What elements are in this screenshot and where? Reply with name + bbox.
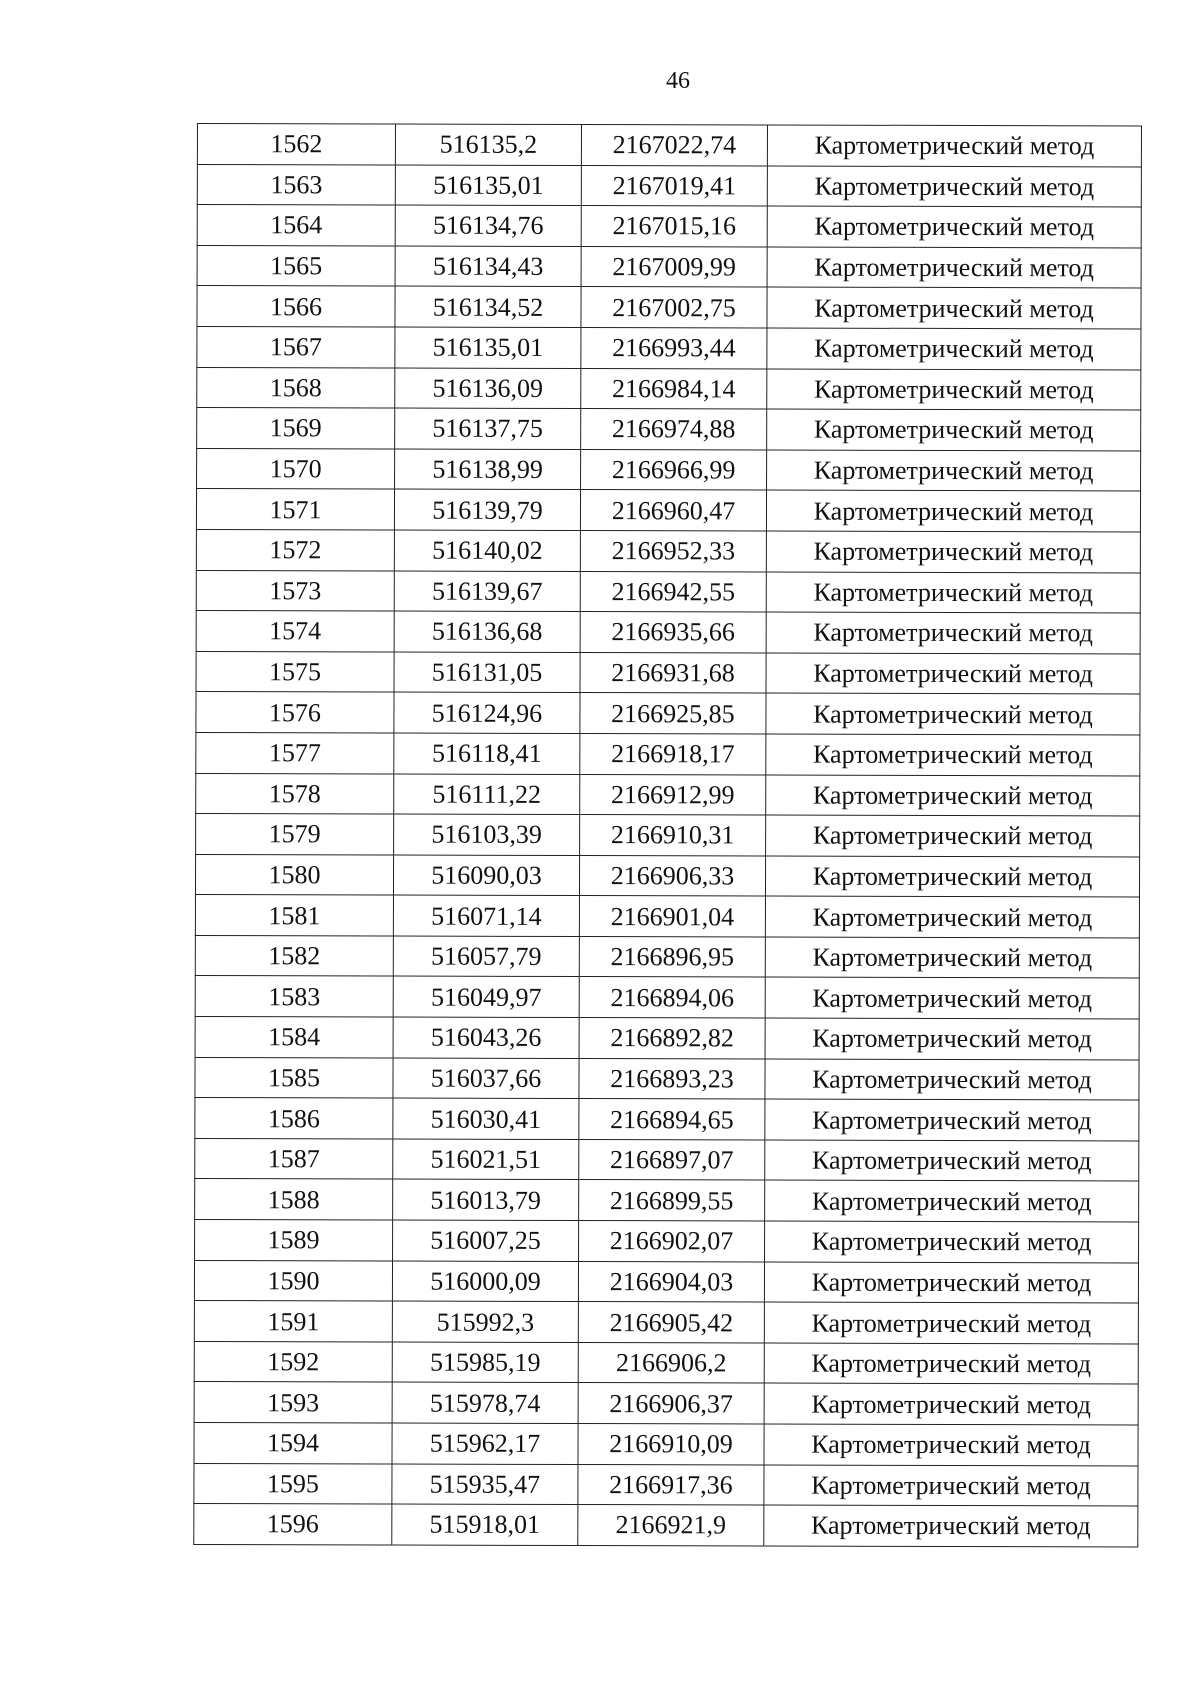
point-number-cell: 1587 [195,1138,393,1179]
table-row [194,1301,1138,1344]
coordinate-x-cell: 516136,68 [394,611,580,652]
coordinate-x-cell: 516124,96 [394,692,580,733]
point-number-cell: 1565 [197,245,395,286]
table-row [195,854,1139,897]
coordinate-x-cell: 516135,2 [395,124,581,165]
point-number-cell: 1576 [196,692,394,733]
table-row [196,773,1140,816]
coordinate-x-cell: 515985,19 [392,1342,578,1383]
coordinate-y-cell: 2166904,03 [578,1261,764,1302]
method-cell: Картометрический метод [765,896,1139,938]
coordinate-y-cell: 2167015,16 [581,206,767,247]
coordinate-x-cell: 516139,67 [394,571,580,612]
point-number-cell: 1572 [196,529,394,570]
method-cell: Картометрический метод [767,287,1141,329]
coordinate-x-cell: 515962,17 [392,1423,578,1464]
method-cell: Картометрический метод [765,977,1139,1019]
table-row [195,1057,1139,1100]
coordinate-y-cell: 2166902,07 [579,1221,765,1262]
coordinate-y-cell: 2167002,75 [581,287,767,328]
page-number: 46 [666,68,690,94]
table-row [196,529,1140,572]
coordinate-y-cell: 2166984,14 [581,368,767,409]
coordinate-y-cell: 2166912,99 [580,774,766,815]
point-number-cell: 1586 [195,1098,393,1139]
method-cell: Картометрический метод [764,1465,1138,1507]
point-number-cell: 1593 [194,1382,392,1423]
point-number-cell: 1590 [194,1260,392,1301]
method-cell: Картометрический метод [766,531,1140,573]
method-cell: Картометрический метод [766,572,1140,614]
coordinate-y-cell: 2166901,04 [579,896,765,937]
table-row [196,732,1140,775]
coordinate-y-cell: 2166966,99 [581,449,767,490]
coordinate-x-cell: 516137,75 [395,408,581,449]
coordinate-x-cell: 516134,76 [395,205,581,246]
coordinate-x-cell: 516111,22 [394,774,580,815]
method-cell: Картометрический метод [767,206,1141,248]
method-cell: Картометрический метод [766,693,1140,735]
point-number-cell: 1571 [196,489,394,530]
coordinate-x-cell: 516139,79 [394,489,580,530]
table-row [197,164,1141,207]
point-number-cell: 1582 [195,935,393,976]
point-number-cell: 1580 [195,854,393,895]
coordinate-y-cell: 2166906,33 [579,855,765,896]
coordinate-y-cell: 2166905,42 [578,1302,764,1343]
coordinate-x-cell: 515978,74 [392,1382,578,1423]
coordinate-x-cell: 516131,05 [394,652,580,693]
coordinate-y-cell: 2166893,23 [579,1058,765,1099]
coordinate-x-cell: 516103,39 [394,814,580,855]
method-cell: Картометрический метод [766,815,1140,857]
coordinate-x-cell: 516118,41 [394,733,580,774]
coordinate-x-cell: 516134,43 [395,246,581,287]
method-cell: Картометрический метод [765,1140,1139,1182]
coordinate-y-cell: 2166942,55 [580,571,766,612]
method-cell: Картометрический метод [764,1424,1138,1466]
table-row [195,1220,1139,1263]
table-row [197,448,1141,491]
table-row [195,976,1139,1019]
point-number-cell: 1588 [195,1179,393,1220]
point-number-cell: 1589 [195,1220,393,1261]
table-row [195,895,1139,938]
coordinate-y-cell: 2166960,47 [580,490,766,531]
coordinate-x-cell: 516007,25 [393,1220,579,1261]
coordinates-table [193,123,1142,1547]
method-cell: Картометрический метод [765,856,1139,898]
method-cell: Картометрический метод [765,1059,1139,1101]
method-cell: Картометрический метод [766,490,1140,532]
point-number-cell: 1562 [197,124,395,165]
method-cell: Картометрический метод [764,1505,1138,1547]
table-row [195,1098,1139,1141]
table-row [196,692,1140,735]
point-number-cell: 1592 [194,1341,392,1382]
point-number-cell: 1585 [195,1057,393,1098]
method-cell: Картометрический метод [767,247,1141,289]
coordinate-x-cell: 515935,47 [392,1464,578,1505]
table-row [195,1017,1139,1060]
coordinate-y-cell: 2166918,17 [580,733,766,774]
method-cell: Картометрический метод [765,1018,1139,1060]
table-row [197,367,1141,410]
table-row [196,570,1140,613]
table-row [197,326,1141,369]
point-number-cell: 1578 [196,773,394,814]
point-number-cell: 1596 [194,1504,392,1545]
coordinate-y-cell: 2167019,41 [581,165,767,206]
point-number-cell: 1577 [196,732,394,773]
coordinate-x-cell: 516135,01 [395,327,581,368]
point-number-cell: 1581 [195,895,393,936]
table-row [194,1382,1138,1425]
point-number-cell: 1568 [197,367,395,408]
table-row [196,489,1140,532]
coordinate-x-cell: 516071,14 [393,895,579,936]
table-row [197,245,1141,288]
coordinate-y-cell: 2166931,68 [580,652,766,693]
coordinate-y-cell: 2166921,9 [578,1505,764,1546]
coordinates-table-body [194,124,1142,1547]
method-cell: Картометрический метод [767,369,1141,411]
coordinate-x-cell: 515918,01 [392,1504,578,1545]
coordinate-y-cell: 2166899,55 [579,1180,765,1221]
coordinate-y-cell: 2167022,74 [581,125,767,166]
point-number-cell: 1595 [194,1463,392,1504]
table-row [196,814,1140,857]
coordinate-x-cell: 516090,03 [393,855,579,896]
point-number-cell: 1575 [196,651,394,692]
method-cell: Картометрический метод [764,1343,1138,1385]
point-number-cell: 1573 [196,570,394,611]
coordinate-y-cell: 2166896,95 [579,936,765,977]
method-cell: Картометрический метод [765,1221,1139,1263]
table-row [195,1138,1139,1181]
coordinate-x-cell: 516000,09 [392,1261,578,1302]
method-cell: Картометрический метод [764,1302,1138,1344]
coordinate-x-cell: 516049,97 [393,976,579,1017]
point-number-cell: 1574 [196,611,394,652]
table-row [194,1422,1138,1465]
point-number-cell: 1564 [197,205,395,246]
coordinate-y-cell: 2166894,65 [579,1099,765,1140]
table-row [194,1463,1138,1506]
coordinate-y-cell: 2166993,44 [581,327,767,368]
coordinate-x-cell: 516030,41 [393,1098,579,1139]
method-cell: Картометрический метод [765,1099,1139,1141]
coordinate-x-cell: 516140,02 [394,530,580,571]
table-row [194,1504,1138,1547]
point-number-cell: 1591 [194,1301,392,1342]
point-number-cell: 1566 [197,286,395,327]
coordinate-y-cell: 2166894,06 [579,977,765,1018]
coordinate-x-cell: 516138,99 [395,449,581,490]
point-number-cell: 1594 [194,1422,392,1463]
coordinate-y-cell: 2167009,99 [581,246,767,287]
method-cell: Картометрический метод [766,612,1140,654]
point-number-cell: 1584 [195,1017,393,1058]
coordinate-x-cell: 516037,66 [393,1058,579,1099]
coordinate-x-cell: 516136,09 [395,368,581,409]
point-number-cell: 1570 [197,448,395,489]
table-row [194,1260,1138,1303]
coordinate-y-cell: 2166925,85 [580,693,766,734]
method-cell: Картометрический метод [766,734,1140,776]
table-row [195,935,1139,978]
point-number-cell: 1567 [197,326,395,367]
table-row [194,1341,1138,1384]
coordinate-x-cell: 516135,01 [395,165,581,206]
method-cell: Картометрический метод [766,653,1140,695]
coordinate-y-cell: 2166906,2 [578,1342,764,1383]
point-number-cell: 1583 [195,976,393,1017]
method-cell: Картометрический метод [766,774,1140,816]
method-cell: Картометрический метод [767,166,1141,208]
table-row [196,611,1140,654]
point-number-cell: 1569 [197,408,395,449]
coordinate-y-cell: 2166892,82 [579,1018,765,1059]
coordinate-x-cell: 516057,79 [393,936,579,977]
method-cell: Картометрический метод [767,125,1141,167]
table-row [197,286,1141,329]
table-row [197,408,1141,451]
point-number-cell: 1579 [196,814,394,855]
coordinate-y-cell: 2166952,33 [580,530,766,571]
table-row [197,124,1141,167]
coordinate-x-cell: 515992,3 [392,1301,578,1342]
method-cell: Картометрический метод [765,1180,1139,1222]
method-cell: Картометрический метод [765,937,1139,979]
method-cell: Картометрический метод [764,1383,1138,1425]
coordinate-y-cell: 2166917,36 [578,1464,764,1505]
coordinate-y-cell: 2166910,09 [578,1424,764,1465]
method-cell: Картометрический метод [767,450,1141,492]
coordinate-y-cell: 2166935,66 [580,612,766,653]
table-row [195,1179,1139,1222]
coordinate-x-cell: 516134,52 [395,286,581,327]
coordinate-y-cell: 2166897,07 [579,1139,765,1180]
coordinate-y-cell: 2166906,37 [578,1383,764,1424]
table-row [197,205,1141,248]
point-number-cell: 1563 [197,164,395,205]
coordinate-y-cell: 2166974,88 [581,409,767,450]
coordinate-x-cell: 516013,79 [393,1179,579,1220]
method-cell: Картометрический метод [767,409,1141,451]
coordinate-y-cell: 2166910,31 [580,815,766,856]
coordinate-x-cell: 516021,51 [393,1139,579,1180]
method-cell: Картометрический метод [764,1262,1138,1304]
table-row [196,651,1140,694]
method-cell: Картометрический метод [767,328,1141,370]
coordinate-x-cell: 516043,26 [393,1017,579,1058]
